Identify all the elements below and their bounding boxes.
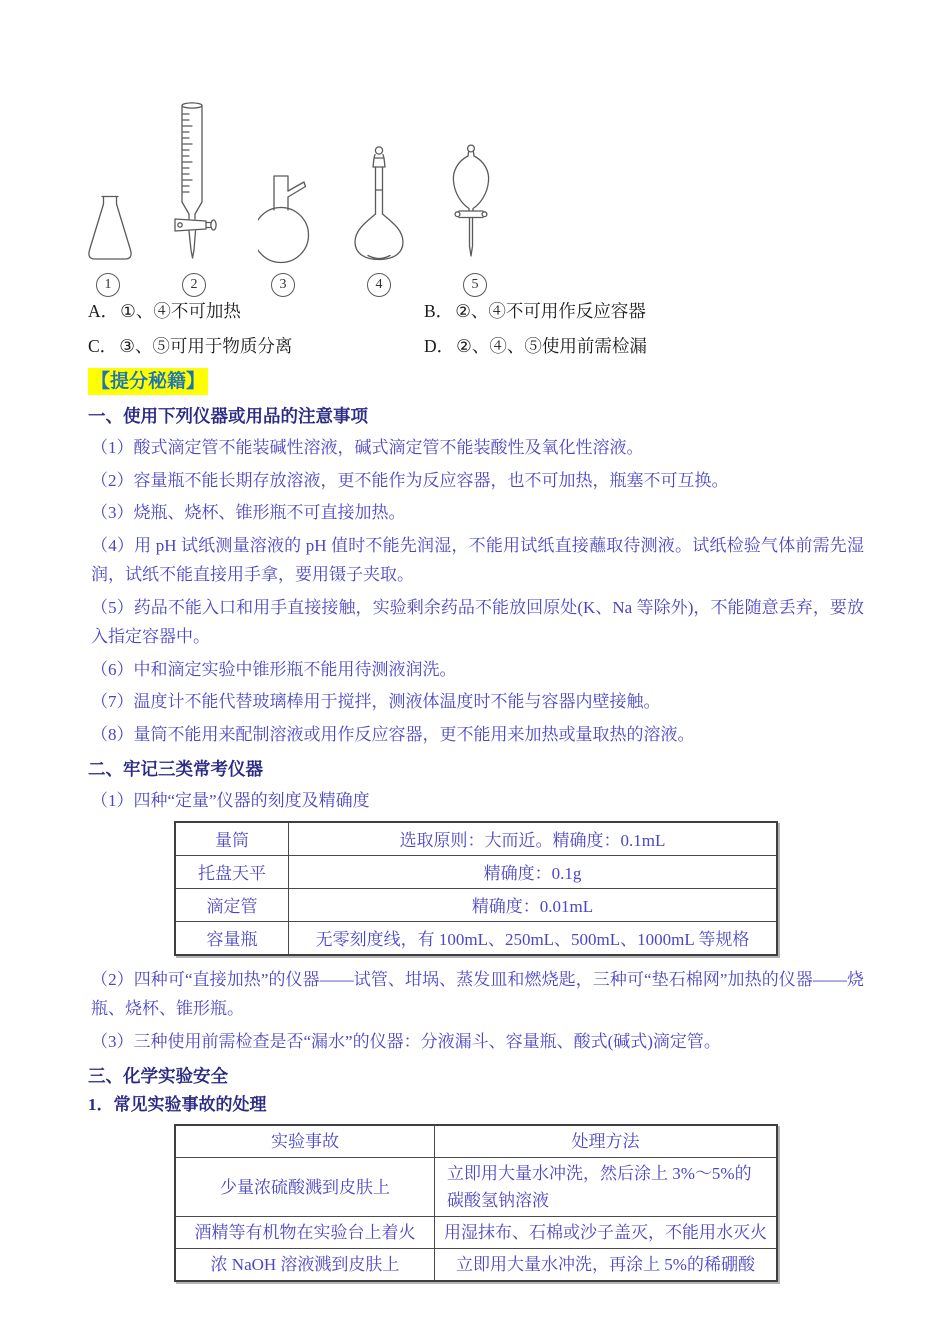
option-c-text: ③、⑤可用于物质分离 (119, 336, 293, 356)
side-tube-flask-drawing (258, 174, 310, 266)
section-3-title: 三、化学实验安全 (88, 1066, 228, 1086)
table-row (175, 1158, 777, 1217)
label-circled-5: 5 (463, 273, 487, 297)
label-circled-4: 4 (367, 273, 391, 297)
option-b (424, 296, 864, 326)
section-1-item-8: （8）量筒不能用来配制溶液或用作反应容器，更不能用来加热或量取热的溶液。 (91, 724, 695, 744)
option-d (424, 331, 864, 361)
volumetric-flask-drawing (351, 146, 407, 265)
erlenmeyer-flask-drawing (80, 195, 140, 263)
table-row (175, 921, 777, 955)
accident-table (174, 1124, 778, 1282)
section-1-item-7: （7）温度计不能代替玻璃棒用于搅拌，测液体温度时不能与容器内壁接触。 (91, 692, 661, 711)
precision-cell: 精确度：0.01mL (289, 888, 778, 921)
burette-drawing (165, 102, 221, 264)
precision-cell: 选取原则：大而近。精确度：0.1mL (289, 822, 778, 856)
label-circled-2: 2 (182, 273, 206, 297)
table-row (175, 855, 777, 888)
option-c (88, 331, 424, 361)
label-circled-1: 1 (96, 273, 120, 297)
instrument-cell: 滴定管 (175, 888, 289, 921)
option-d-label: D． (424, 336, 455, 356)
separating-funnel-drawing (449, 144, 495, 266)
section-1-title: 一、使用下列仪器或用品的注意事项 (88, 406, 368, 426)
choice-options (88, 296, 864, 361)
section-2-item-3: （3）三种使用前需检查是否“漏水”的仪器：分液漏斗、容量瓶、酸式(碱式)滴定管。 (91, 1031, 721, 1051)
precision-table (174, 821, 778, 956)
option-d-text: ②、④、⑤使用前需检漏 (456, 336, 647, 356)
section-1-item-2: （2）容量瓶不能长期存放溶液，更不能作为反应容器，也不可加热，瓶塞不可互换。 (91, 470, 729, 490)
badge-row (88, 368, 864, 395)
glassware-figure (75, 92, 515, 297)
method-cell: 用湿抹布、石棉或沙子盖灭，不能用水灭火 (435, 1217, 778, 1249)
table-row (175, 888, 777, 921)
method-header: 处理方法 (435, 1125, 778, 1158)
section-1-item-4: （4）用 pH 试纸测量溶液的 pH 值时不能先润湿，不能用试纸直接蘸取待测液。试纸检验气体前需先湿润，试纸不能直接用手拿，要用镊子夹取。 (91, 535, 864, 584)
option-a (88, 296, 424, 326)
option-b-label: B． (424, 301, 454, 321)
section-2-item-2: （2）四种可“直接加热”的仪器——试管、坩埚、蒸发皿和燃烧匙，三种可“垫石棉网”加热的仪器——烧瓶、烧杯、锥形瓶。 (91, 969, 864, 1018)
accident-cell: 浓 NaOH 溶液溅到皮肤上 (175, 1249, 435, 1282)
table-row (175, 1217, 777, 1249)
precision-cell: 精确度：0.1g (289, 855, 778, 888)
table-row (175, 822, 777, 856)
instrument-cell: 容量瓶 (175, 921, 289, 955)
method-cell: 立即用大量水冲洗，然后涂上 3%～5%的碳酸氢钠溶液 (435, 1158, 778, 1217)
section-2-title: 二、牢记三类常考仪器 (88, 759, 263, 779)
document-body (88, 296, 864, 1291)
instrument-cell: 托盘天平 (175, 855, 289, 888)
accident-cell: 酒精等有机物在实验台上着火 (175, 1217, 435, 1249)
boost-tips-badge: 【提分秘籍】 (88, 368, 208, 395)
accident-cell: 少量浓硫酸溅到皮肤上 (175, 1158, 435, 1217)
precision-cell: 无零刻度线，有 100mL、250mL、500mL、1000mL 等规格 (289, 921, 778, 955)
section-1-item-6: （6）中和滴定实验中锥形瓶不能用待测液润洗。 (91, 659, 457, 679)
section-3-subtitle: 1．常见实验事故的处理 (88, 1095, 267, 1114)
option-c-label: C． (88, 336, 118, 356)
table-header-row (175, 1125, 777, 1158)
option-a-text: ①、④不可加热 (120, 301, 241, 321)
accident-header: 实验事故 (175, 1125, 435, 1158)
section-1-item-3: （3）烧瓶、烧杯、锥形瓶不可直接加热。 (91, 503, 406, 522)
table-row (175, 1249, 777, 1282)
label-circled-3: 3 (271, 273, 295, 297)
section-1-item-1: （1）酸式滴定管不能装碱性溶液，碱式滴定管不能装酸性及氧化性溶液。 (91, 438, 644, 457)
instrument-cell: 量筒 (175, 822, 289, 856)
section-1-item-5: （5）药品不能入口和用手直接接触，实验剩余药品不能放回原处(K、Na 等除外)，不能随意丢弃，要放入指定容器中。 (91, 597, 864, 646)
option-b-text: ②、④不可用作反应容器 (455, 301, 646, 321)
method-cell: 立即用大量水冲洗，再涂上 5%的稀硼酸 (435, 1249, 778, 1282)
section-2-item-1: （1）四种“定量”仪器的刻度及精确度 (91, 791, 370, 810)
option-a-label: A． (88, 301, 119, 321)
